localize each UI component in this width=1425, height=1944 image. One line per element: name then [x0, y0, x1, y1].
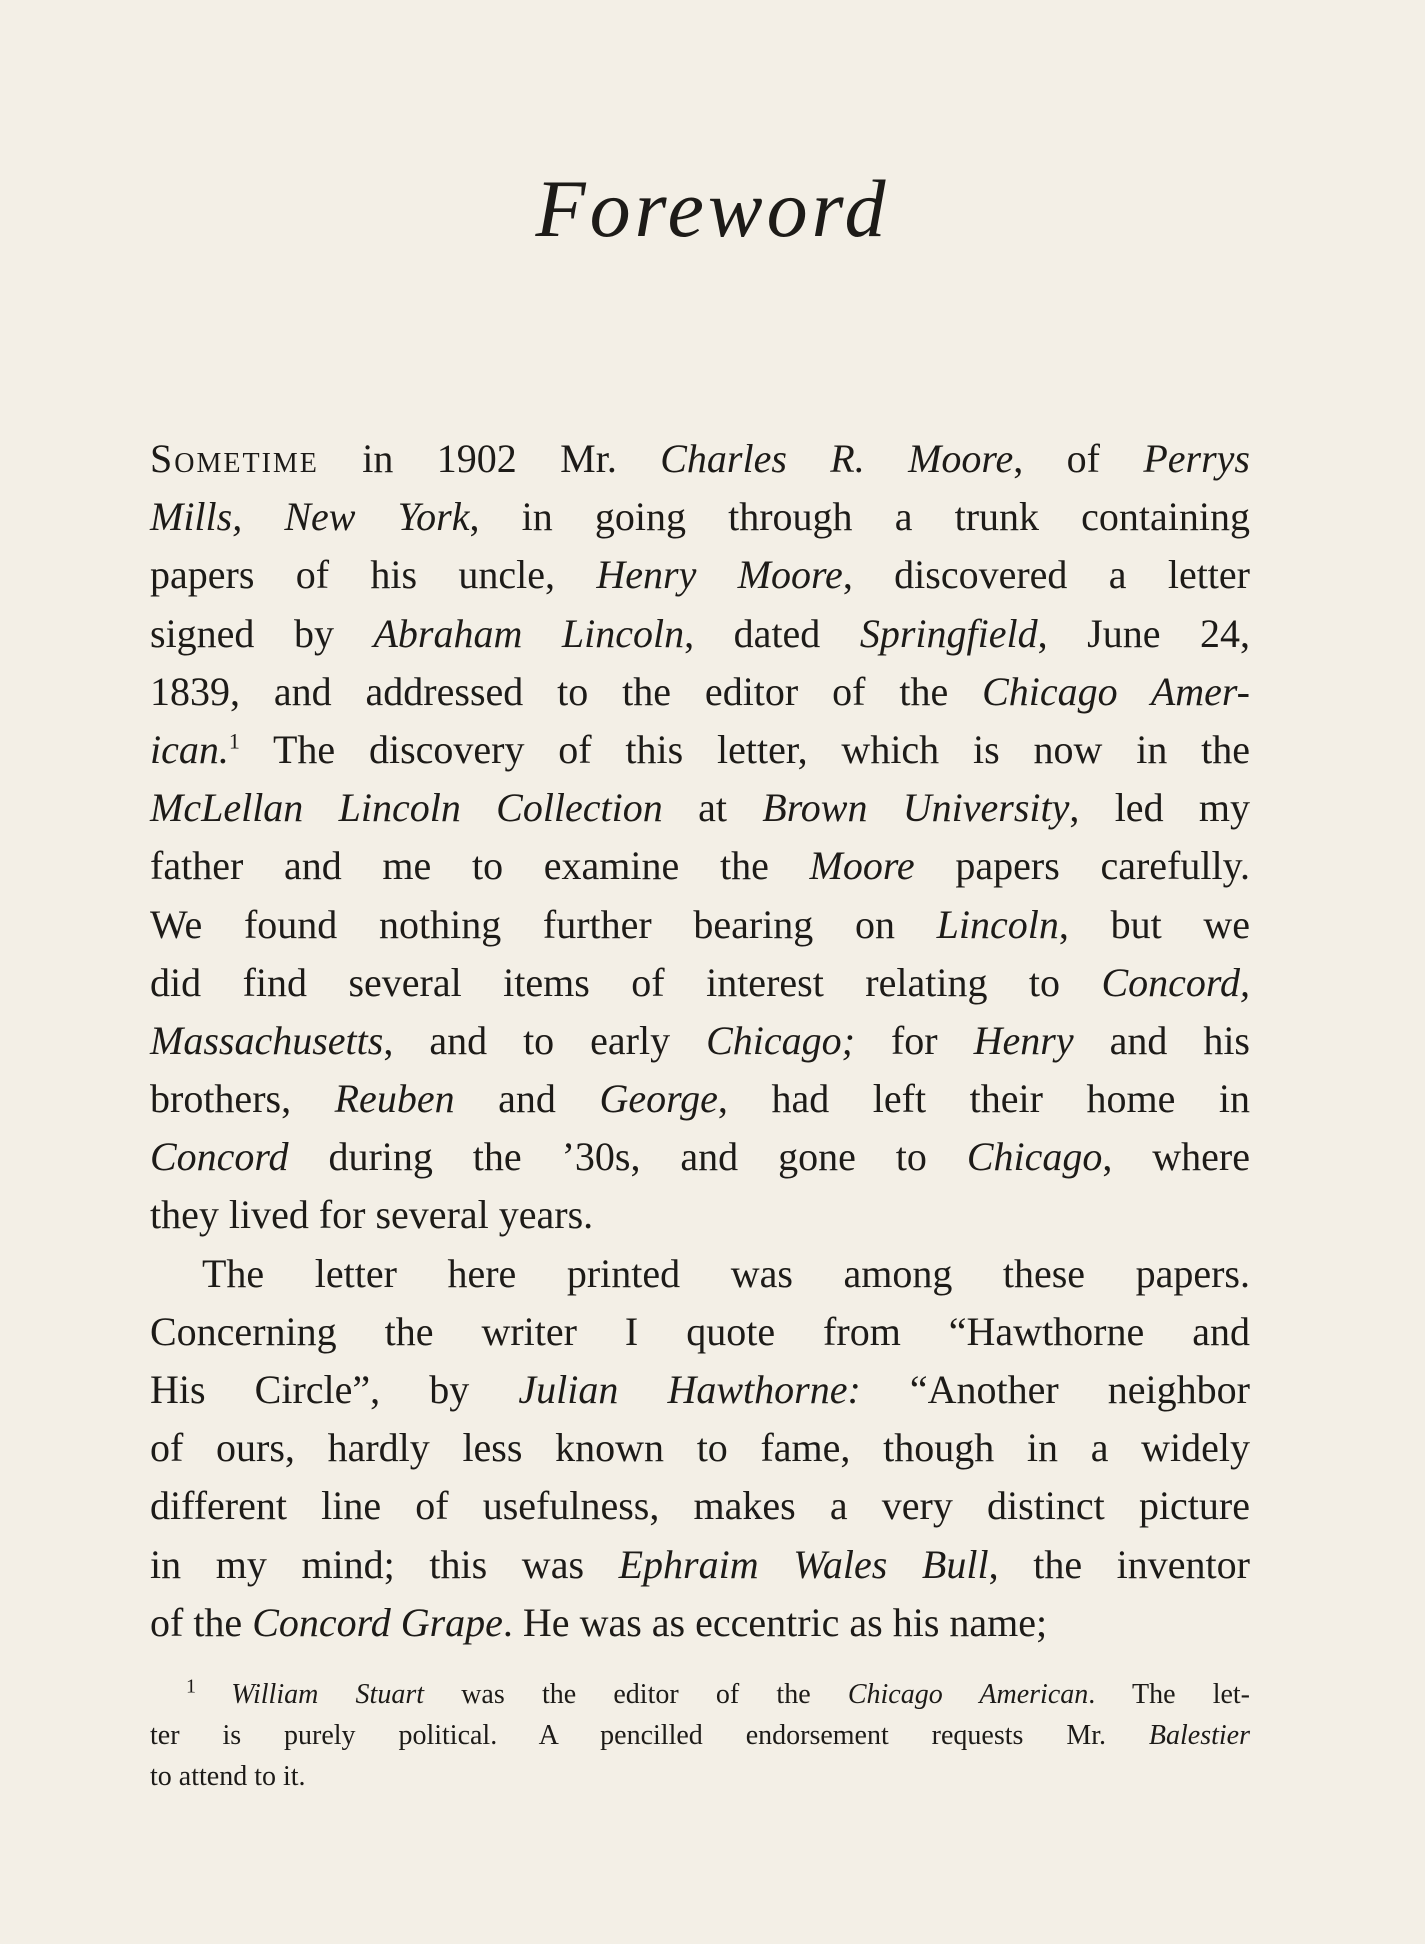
italic-text: Chicago American [847, 1679, 1089, 1710]
text-line [150, 605, 1250, 663]
italic-text: George [599, 1076, 718, 1122]
text-run: papers carefully. [914, 843, 1250, 889]
italic-text: Reuben [334, 1076, 455, 1122]
text-run: was the editor of the [424, 1679, 848, 1710]
italic-text: Ephraim Wales Bull [618, 1541, 989, 1587]
text-run: brothers, [150, 1076, 335, 1122]
paragraph-1 [150, 430, 1250, 1245]
text-run: papers of his uncle, [150, 552, 597, 598]
text-run: Concerning the writer I quote from “Hawthorne and [150, 1308, 1250, 1354]
italic-text: ican. [150, 726, 229, 772]
italic-text: Brown University [762, 785, 1070, 831]
text-run: We found nothing further bearing on [150, 901, 937, 947]
text-line [150, 1245, 1250, 1303]
page-title: Foreword [535, 163, 890, 254]
italic-text: Abraham Lincoln [373, 610, 685, 656]
text-line [150, 779, 1250, 837]
italic-text: Springfield [859, 610, 1038, 656]
italic-text: Chicago Amer- [982, 668, 1251, 714]
text-run: . The let- [1088, 1679, 1251, 1710]
text-run: ter is purely political. A pencilled endorsement requests Mr. [150, 1720, 1149, 1751]
text-run: at [662, 785, 763, 831]
text-run: did find several items of interest relating to [150, 959, 1102, 1005]
text-line [150, 1715, 1250, 1756]
italic-text: Mills, New York [150, 494, 470, 540]
text-run: of the [150, 1599, 253, 1645]
text-run: , discovered a letter [842, 552, 1250, 598]
text-run: His Circle”, by [150, 1367, 519, 1412]
italic-text: Charles R. Moore [660, 436, 1014, 481]
text-line [150, 1477, 1250, 1535]
text-line [150, 896, 1250, 954]
text-line [150, 1186, 1250, 1244]
text-line [150, 488, 1250, 546]
text-line [150, 1674, 1250, 1715]
text-run: father and me to examine the [150, 843, 810, 889]
italic-text: Moore [809, 843, 915, 889]
text-run: and [454, 1076, 600, 1122]
text-run: of ours, hardly less known to fame, though in a widely [150, 1425, 1250, 1471]
text-line [150, 1128, 1250, 1186]
text-line [150, 1361, 1250, 1419]
italic-text: Perrys [1143, 436, 1250, 481]
italic-text: Concord [150, 1134, 289, 1180]
text-run: and his [1073, 1017, 1250, 1063]
text-line [150, 546, 1250, 604]
text-run: , the inventor [988, 1541, 1250, 1587]
text-line [150, 954, 1250, 1012]
text-line [150, 430, 1250, 488]
paragraph-2 [150, 1245, 1250, 1652]
text-run: , but we [1058, 901, 1250, 947]
text-run: , and to early [383, 1017, 707, 1063]
text-line [150, 1012, 1250, 1070]
text-run: in my mind; this was [150, 1541, 619, 1587]
text-run: in 1902 Mr. [318, 436, 661, 481]
text-line [150, 837, 1250, 895]
italic-text: Concord Grape [252, 1599, 503, 1645]
text-run: they lived for several years. [150, 1192, 594, 1238]
text-line [150, 721, 1250, 779]
footnote [150, 1674, 1250, 1797]
italic-text: Balestier [1148, 1720, 1250, 1751]
text-run: “Another neighbor [860, 1367, 1250, 1412]
italic-text: Chicago [966, 1134, 1103, 1180]
italic-text: Concord, [1101, 959, 1250, 1005]
text-line [150, 663, 1250, 721]
text-run: , led my [1069, 785, 1250, 831]
text-run: , where [1102, 1134, 1250, 1180]
text-line [150, 1303, 1250, 1361]
text-run: during the ’30s, and gone to [288, 1134, 967, 1180]
text-line [150, 1756, 1250, 1797]
text-run: to attend to it. [150, 1761, 306, 1792]
text-run: The letter here printed was among these papers. [202, 1250, 1250, 1296]
footnote-reference: 1 [228, 728, 240, 754]
small-caps-text: Sometime [150, 436, 319, 481]
text-run: 1839, and addressed to the editor of the [150, 668, 983, 714]
italic-text: Chicago; [706, 1017, 855, 1063]
text-line [150, 1536, 1250, 1594]
text-run: , had left their home in [717, 1076, 1250, 1122]
italic-text: Lincoln [936, 901, 1059, 947]
text-run: , of [1013, 436, 1144, 481]
text-run: different line of usefulness, makes a very distinct picture [150, 1483, 1250, 1529]
italic-text: Henry [973, 1017, 1074, 1063]
text-run: , June 24, [1037, 610, 1251, 656]
text-run: , dated [684, 610, 860, 656]
italic-text: Henry Moore [596, 552, 843, 598]
text-run: The discovery of this letter, which is now in the [239, 726, 1250, 772]
text-run: . He was as eccentric as his name; [502, 1599, 1048, 1645]
text-run: for [854, 1017, 974, 1063]
footnote-marker: 1 [186, 1675, 232, 1698]
text-line [150, 1419, 1250, 1477]
italic-text: McLellan Lincoln Collection [150, 785, 663, 831]
italic-text: Massachusetts [150, 1017, 384, 1063]
italic-text: Julian Hawthorne: [518, 1367, 861, 1412]
text-run: , in going through a trunk containing [469, 494, 1250, 540]
text-run: signed by [150, 610, 374, 656]
italic-text: William Stuart [231, 1679, 424, 1710]
main-text [150, 430, 1250, 1652]
footnote-text [150, 1674, 1250, 1797]
text-line [150, 1070, 1250, 1128]
text-line [150, 1594, 1250, 1652]
